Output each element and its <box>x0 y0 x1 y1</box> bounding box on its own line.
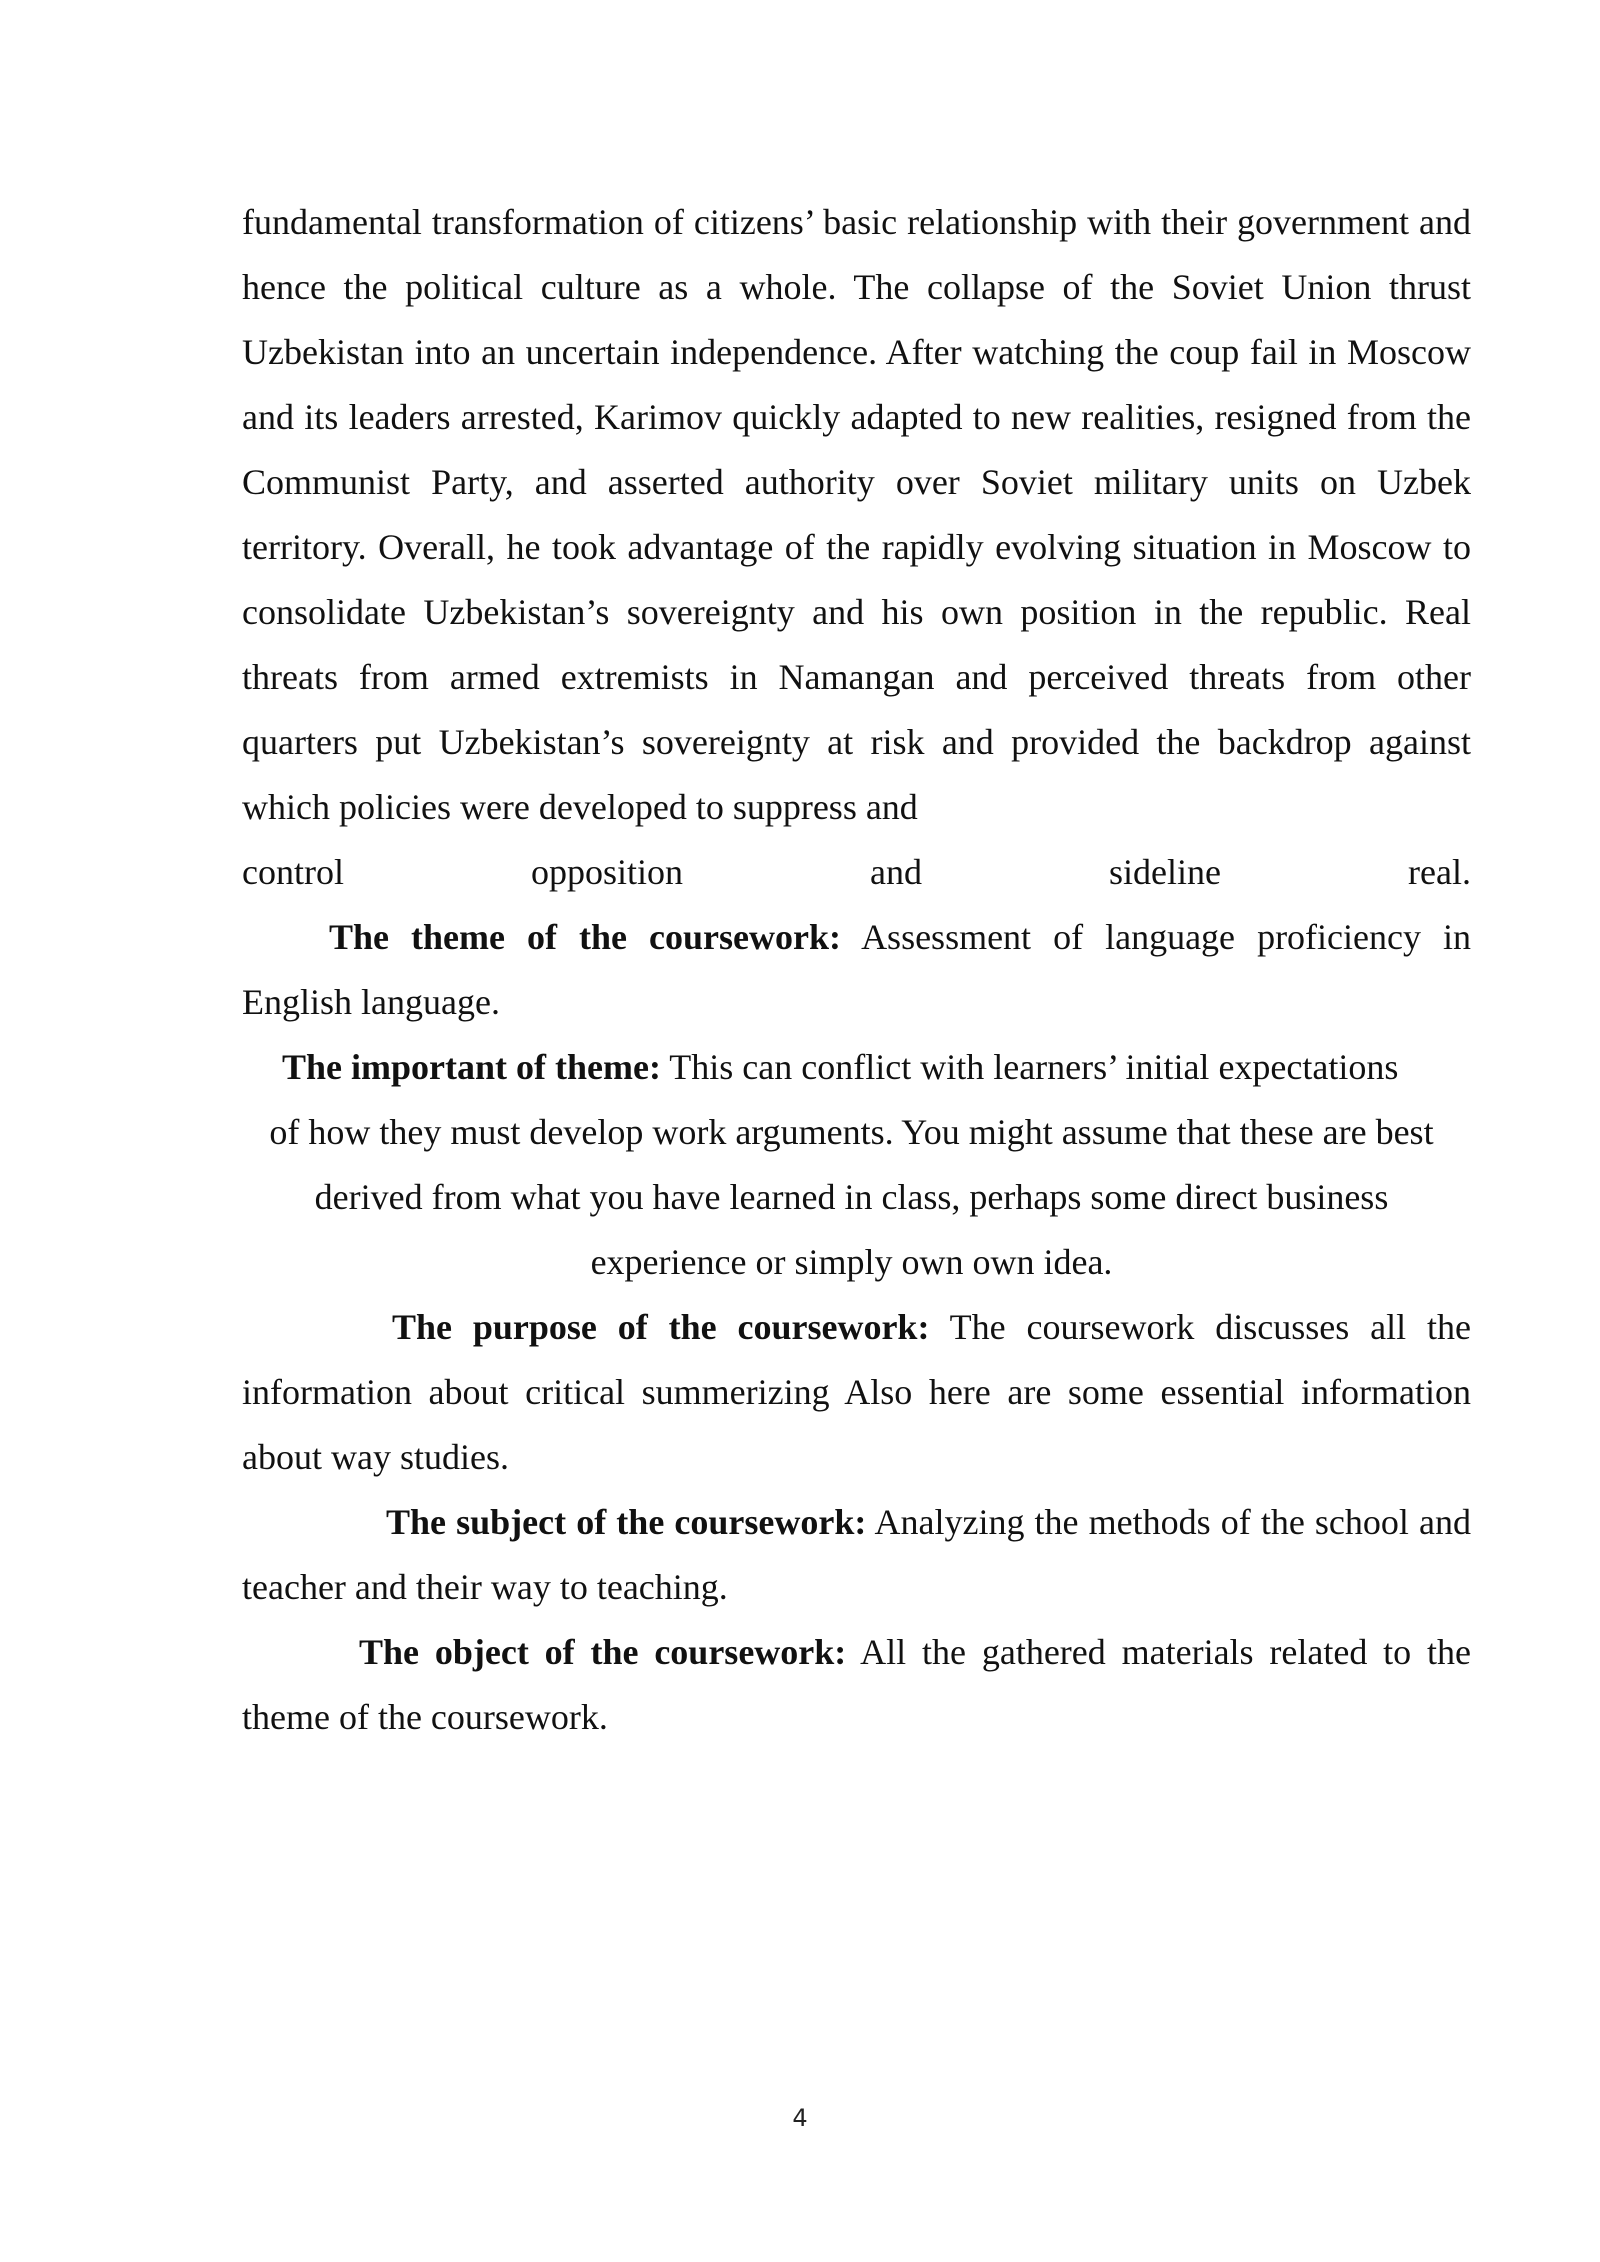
theme-text: Assessment of language proficiency in English language. <box>242 917 1472 1022</box>
object-text: All the gathered materials related to the theme of the coursework. <box>242 1632 1472 1737</box>
subject-heading: The subject of the coursework: <box>386 1502 867 1542</box>
theme-heading: The theme of the coursework: <box>329 917 842 957</box>
intro-paragraph: fundamental transformation of citizens’ basic relationship with their government and hence the political culture as a whole. The collapse of the Soviet Union thrust Uzbekistan into an uncertain independence. After watching the coup fail in Moscow and its leaders arrested, Karimov quickly adapted to new realities, resigned from the Communist Party, and asserted authority over Soviet military units on Uzbek territory. Overall, he took advantage of the rapidly evolving situation in Moscow to consolidate Uzbekistan’s sovereignty and his own position in the republic. Real threats from armed extremists in Namangan and perceived threats from other quarters put Uzbekistan’s sovereignty at risk and provided the backdrop against which policies were developed to suppress and <box>242 202 1471 827</box>
intro-paragraph-last-line: control opposition and sideline real. <box>242 852 1471 892</box>
object-paragraph <box>242 1620 1471 1750</box>
object-heading: The object of the coursework: <box>359 1632 847 1672</box>
purpose-paragraph <box>242 1295 1471 1490</box>
page-number: 4 <box>792 2104 808 2132</box>
subject-paragraph <box>242 1490 1471 1620</box>
importance-first-line <box>242 1035 1461 1100</box>
purpose-text: The coursework discusses all the information about critical summerizing Also here are some essential information about way studies. <box>242 1307 1471 1477</box>
theme-paragraph <box>242 905 1471 1035</box>
document-body <box>242 190 1471 1750</box>
importance-paragraph <box>242 1035 1471 1295</box>
importance-heading: The important of theme: <box>282 1047 661 1087</box>
importance-text-rest: of how they must develop work arguments. You might assume that these are best derived from what you have learned in class, perhaps some direct business experience or simply own own idea. <box>269 1112 1434 1282</box>
importance-text-first: This can conflict with learners’ initial expectations <box>669 1047 1399 1087</box>
purpose-heading: The purpose of the coursework: <box>392 1307 930 1347</box>
subject-text: Analyzing the methods of the school and teacher and their way to teaching. <box>242 1502 1471 1607</box>
